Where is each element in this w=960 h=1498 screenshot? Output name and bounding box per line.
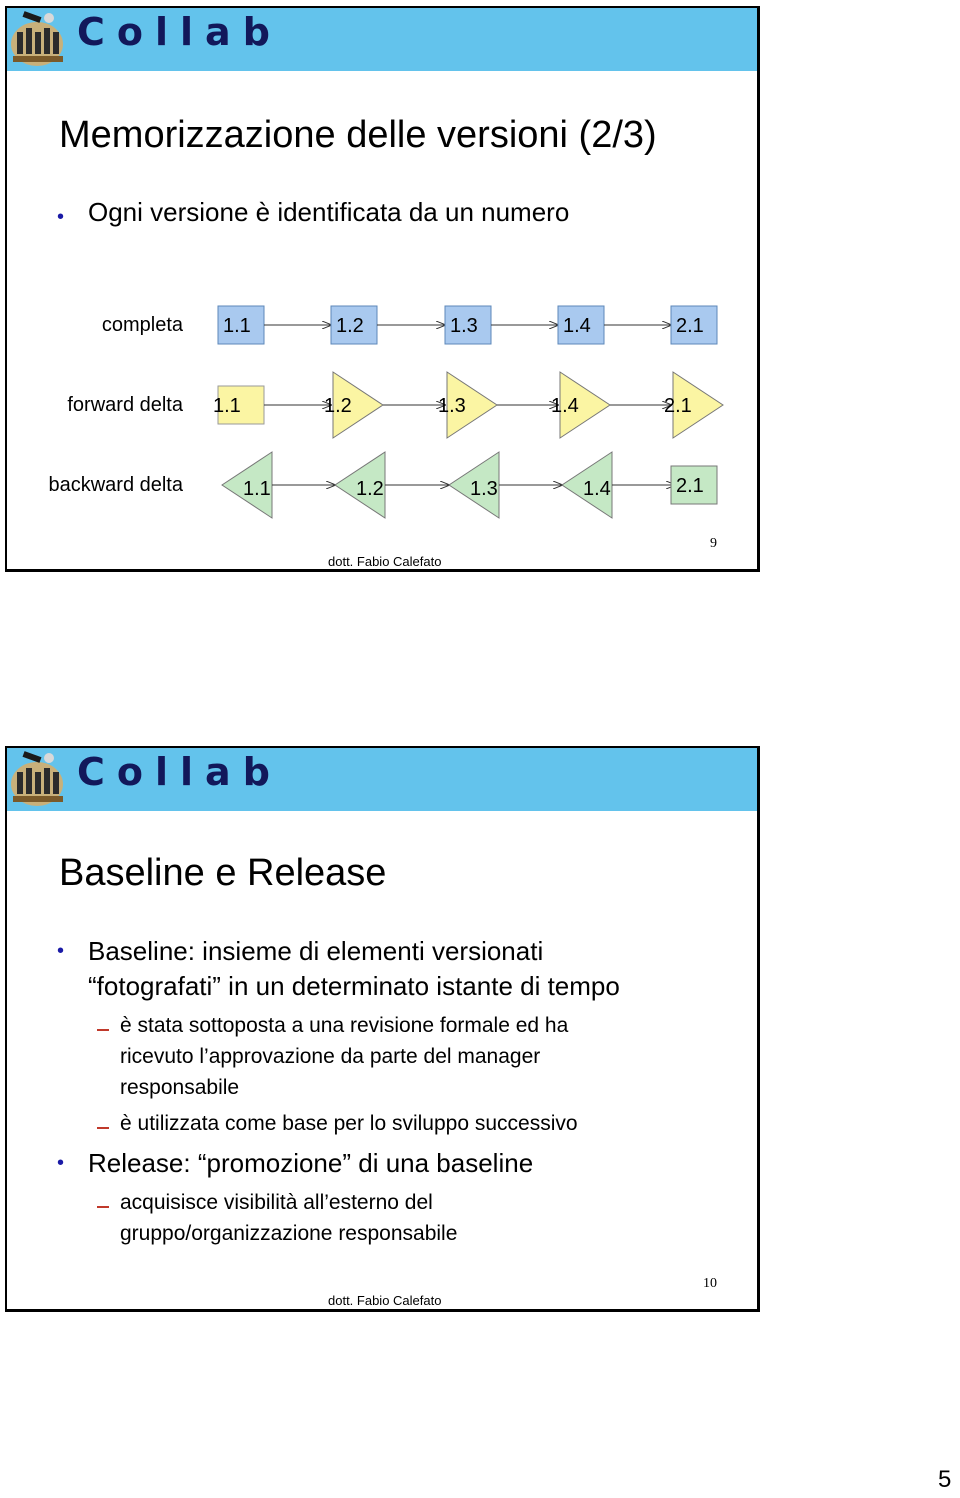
- row-label-backward: backward delta: [48, 474, 183, 496]
- slide-number: 9: [710, 536, 717, 551]
- bullet-text: Release: “promozione” di una baseline: [88, 1148, 534, 1178]
- version-label: 1.2: [336, 315, 364, 337]
- sub-bullet-text: è stata sottoposta a una revisione formale ed ha: [120, 1014, 569, 1037]
- version-label: 1.4: [563, 315, 591, 337]
- bullet-icon: •: [57, 940, 65, 962]
- version-diagram: [7, 8, 760, 572]
- sub-bullet-text: gruppo/organizzazione responsabile: [120, 1222, 458, 1245]
- version-label: 1.1: [243, 478, 271, 500]
- slide-10: [5, 746, 760, 1312]
- version-label: 1.4: [551, 395, 579, 417]
- bullet-text: “fotografati” in un determinato istante di tempo: [88, 971, 620, 1001]
- version-label: 2.1: [676, 475, 704, 497]
- version-label: 1.1: [223, 315, 251, 337]
- dash-icon: [97, 1127, 109, 1129]
- version-label: 1.2: [356, 478, 384, 500]
- collab-logo-icon: [9, 750, 73, 810]
- sub-bullet-text: responsabile: [120, 1076, 240, 1099]
- dash-icon: [97, 1206, 109, 1208]
- page-number: 5: [938, 1466, 952, 1493]
- version-label: 1.4: [583, 478, 611, 500]
- bullet-text: Ogni versione è identificata da un numero: [88, 197, 570, 227]
- version-label: 2.1: [664, 395, 692, 417]
- collab-wordmark: Collab: [77, 10, 282, 54]
- bullet-icon: •: [57, 206, 65, 228]
- row-label-completa: completa: [101, 314, 183, 336]
- version-label: 1.3: [438, 395, 466, 417]
- footer-author: dott. Fabio Calefato: [328, 1293, 442, 1308]
- bullet-text: Baseline: insieme di elementi versionati: [88, 936, 544, 966]
- slide-number: 10: [703, 1276, 717, 1291]
- footer-author: dott. Fabio Calefato: [328, 554, 442, 569]
- slide-title: Memorizzazione delle versioni (2/3): [59, 114, 657, 156]
- row-label-forward: forward delta: [67, 394, 183, 416]
- version-label: 1.1: [213, 395, 241, 417]
- bullet-icon: •: [57, 1152, 65, 1174]
- version-label: 2.1: [676, 315, 704, 337]
- slide-title: Baseline e Release: [59, 852, 387, 894]
- version-label: 1.3: [470, 478, 498, 500]
- sub-bullet-text: acquisisce visibilità all’esterno del: [120, 1191, 433, 1214]
- version-label: 1.3: [450, 315, 478, 337]
- header-banner: [7, 748, 757, 811]
- version-label: 1.2: [324, 395, 352, 417]
- dash-icon: [97, 1029, 109, 1031]
- slide-9: [5, 6, 760, 572]
- sub-bullet-text: è utilizzata come base per lo sviluppo successivo: [120, 1112, 578, 1135]
- collab-wordmark: Collab: [77, 750, 282, 794]
- sub-bullet-text: ricevuto l’approvazione da parte del manager: [120, 1045, 541, 1068]
